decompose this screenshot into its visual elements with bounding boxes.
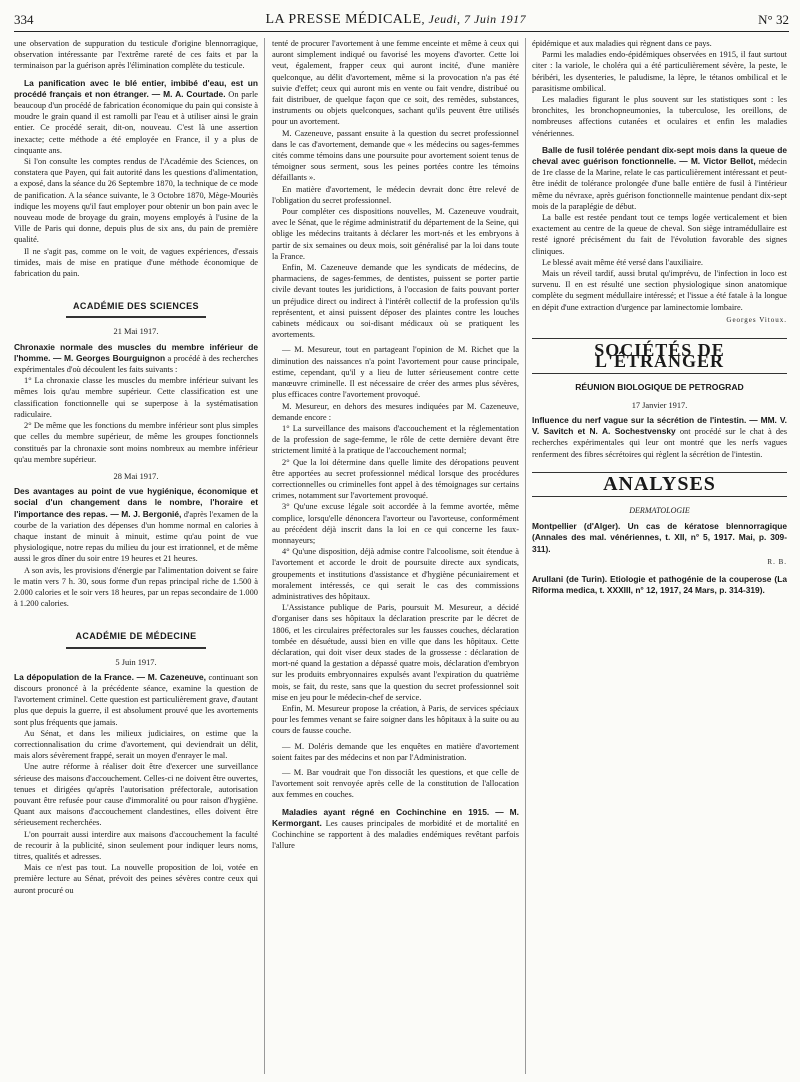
column-1 <box>14 38 258 1074</box>
paragraph: Enfin, M. Cazeneuve demande que les syndicats de médecins, de pharmaciens, de sages-femmes, de dentistes, puissent se porter partie civile devant toutes les juridictions, à l'occasion de faits pouvant porter un préjudice direct ou indirect à l'intérêt collectif de la profession qu'ils représentent, et ainsi puissent déposer des plaintes contre les louches cabinets médicaux ou soi-disant médicaux où se pratiquent les avortements. <box>272 263 519 340</box>
section-heading: ACADÉMIE DES SCIENCES <box>73 301 199 312</box>
paragraph: La balle est restée pendant tout ce temps logée verticalement et bien exactement au centre de la queue de cheval. Son siège intramédullaire est resté ignoré précisément du fait de l'évolution favorable des signes cliniques. <box>532 213 787 256</box>
author-signature: Georges Vitoux. <box>726 315 787 324</box>
paragraph: Mais ce n'est pas tout. La nouvelle proposition de loi, votée en première lecture au Sénat, prévoit des peines sévères contre ceux qui auront procuré ou <box>14 863 258 895</box>
paragraph: En matière d'avortement, le médecin devrait donc être relevé de l'obligation du secret professionnel. <box>272 184 519 205</box>
paragraph: — M. Doléris demande que les enquêtes en matière d'avortement soient faites par des médecins et non par l'Administration. <box>272 741 519 762</box>
article-title: Des avantages au point de vue hygiénique, économique et social d'un changement dans le nombre, l'horaire et l'importance des repas. — M. J. Bergonié, <box>14 486 258 519</box>
article-title: Chronaxie normale des muscles du membre inférieur de l'homme. — M. Georges Bourguignon <box>14 341 258 363</box>
paragraph: Parmi les maladies endo-épidémiques observées en 1915, il faut surtout citer : la variole, le choléra qui a été particulièrement sévère, la peste, le béribéri, les dysenteries, le paludisme, la lèpre, le tétanos ombilical et le parasitisme ombilical. <box>532 50 787 93</box>
section-heading: ACADÉMIE DE MÉDECINE <box>75 631 197 642</box>
article-title: Balle de fusil tolérée pendant dix-sept mois dans la queue de cheval avec guérison fonctionnelle. — M. Victor Bellot, <box>532 144 787 167</box>
page-number: 334 <box>14 12 34 27</box>
paragraph: Si l'on consulte les comptes rendus de l'Académie des Sciences, on constatera que Payen, qui fait autorité dans les questions d'alimentation, a exposé, dans la séance du 26 Septembre 1870, la technique de ce mode de panification. A la séance suivante, le 3 Octobre 1870, Mège-Mouriès indique les moyens qu'il faut employer pour obtenir un bon pain avec le nouveau mode de broyage du grain, moyens employés à l'usine de la Ville de Paris qui donne, depuis plus de six ans, du pain de première qualité. <box>14 157 258 245</box>
article <box>14 78 258 156</box>
session-date: 28 Mai 1917. <box>113 471 159 481</box>
session-date: 5 Juin 1917. <box>115 657 157 667</box>
issue-number: N° 32 <box>758 12 789 27</box>
paragraph: 2° Que la loi détermine dans quelle limite des déropations peuvent être apportées au secret professionnel médical lorsque des procédures correctionnelles ou criminelles font appel à des témoignages sur certains crimes, notamment sur l'avortement provoqué. <box>272 457 519 501</box>
column-3 <box>532 38 787 1074</box>
paragraph: une observation de suppuration du testicule d'origine blennorragique, observation intéressante par l'extrême rareté de ces faits et par la terminaison par la guérison après l'élimination complète du testicule. <box>14 39 258 71</box>
article-title: Maladies ayant régné en Cochinchine en 1915. — M. Kermorgant. <box>272 806 519 828</box>
paragraph: M. Mesureur, en dehors des mesures indiquées par M. Cazeneuve, demande encore : <box>272 401 519 422</box>
subsection-heading: DERMATOLOGIE <box>629 505 690 515</box>
journal-title: LA PRESSE MÉDICALE, Jeudi, 7 Juin 1917 <box>265 12 527 27</box>
session-date: 17 Janvier 1917. <box>631 400 688 410</box>
article: Influence du nerf vague sur la sécrétion de l'intestin. — MM. V. V. Savitch et N. A. Sochestvensky ont procédé sur le chat à des recherches expérimentales qui leur ont montré que les nerfs vagues renferment des fibres sécrétoires qui règlent la sécrétion de l'intestin. <box>532 414 787 459</box>
section-rule <box>66 647 206 649</box>
article <box>532 574 787 596</box>
author-signature: R. B. <box>767 557 787 566</box>
paragraph: Mais un réveil tardif, aussi brutal qu'imprévu, de l'infection in loco est survenu. Il en est résulté une section physiologique sinon anatomique complète du segment médullaire intéressé; et l'issue a été fatale à la longue en dépit d'une extraction d'urgence par laminectomie lombaire. <box>532 269 787 312</box>
paragraph: 3° Qu'une excuse légale soit accordée à la femme avortée, même complice, lorsqu'elle dénoncera l'avorteur ou l'avorteuse, conformément au précédent déjà inscrit dans la loi en ce qui concerne les faux-monnayeurs; <box>272 502 519 545</box>
paragraph: Enfin, M. Mesureur propose la création, à Paris, de services spéciaux pour les femmes venant se faire soigner dans les hôpitaux à la suite ou au cours de fausse couche. <box>272 703 519 736</box>
article: Maladies ayant régné en Cochinchine en 1915. — M. Kermorgant. Les causes principales de morbidité et de mortalité en Cochinchine se rapportent à des maladies endémiques revêtant parfois l'allure <box>272 806 519 851</box>
article <box>532 521 787 555</box>
section-rule <box>66 316 206 318</box>
paragraph: — M. Mesureur, tout en partageant l'opinion de M. Richet que la diminution des naissances n'a point l'avortement pour cause principale, estime, cependant, qu'il y a lieu de lutter sérieusement contre cette manœuvre criminelle. Il est nécessaire de créer des armes plus sévères, plus efficaces contre l'avortement provoqué. <box>272 345 519 400</box>
paragraph: Le blessé avait même été versé dans l'auxiliaire. <box>542 257 704 267</box>
section-banner: ANALYSES <box>532 472 787 497</box>
paragraph: A son avis, les provisions d'énergie par l'alimentation doivent se faire le matin vers 7 h. 30, sous forme d'un repas principal riche de 1.500 à 2.000 calories et le soir vers 18 heures, par un repas secondaire de 1.000 à 1.200 calories. <box>14 565 258 609</box>
paragraph: Les maladies figurant le plus souvent sur les statistiques sont : les bronchites, les bronchopneumonies, la tuberculose, les oreillons, de nombreuses affections cutanées et oculaires et enfin les maladies vénériennes. <box>532 95 787 138</box>
paragraph: 2° De même que les fonctions du membre inférieur sont plus simples que celles du membre supérieur, de même les groupes fonctionnels constitués par la chronaxie sont moins nombreux au membre inférieur qu'au membre supérieur. <box>14 421 258 464</box>
subsection-heading: RÉUNION BIOLOGIQUE DE PETROGRAD <box>575 382 744 393</box>
article-title: Montpellier (d'Alger). Un cas de kératose blennorragique (Annales des mal. vénériennes, t. XII, n° 5, 1917. Mai, p. 309-311). <box>532 521 787 554</box>
paragraph: M. Cazeneuve, passant ensuite à la question du secret professionnel dans le cas d'avortement, demande que « les médecins ou sages-femmes cités comme témoins dans une poursuite pour avortement soient tenus de témoigner sous serment, sous les peines portées contre les témoins défaillants ». <box>272 128 519 183</box>
paragraph: Une autre réforme à réaliser doit être d'exercer une surveillance sérieuse des maisons d'accouchement. Celles-ci ne doivent être ouvertes, tenues et dirigées qu'après l'autorisation préfectorale, autorisation pouvant être refusée pour cause d'immoralité ou pour raison d'hygiène. Quant aux maisons d'accouchement clandestines, elles doivent être sérieusement recherchées. <box>14 762 258 828</box>
paragraph: 1° La surveillance des maisons d'accouchement et la réglementation de la profession de sage-femme, le rôle de cette dernière devant être strictement limité à la pratique de l'accouchement normal; <box>272 423 519 456</box>
column-rule <box>525 38 526 1074</box>
paragraph: L'on pourrait aussi interdire aux maisons d'accouchement la faculté de recourir à la publicité, sinon seulement pour indiquer leurs noms, titres, qualités et adresses. <box>14 829 258 861</box>
article-title: La dépopulation de la France. — M. Cazeneuve, <box>14 671 206 682</box>
paragraph: 4° Qu'une disposition, déjà admise contre l'alcoolisme, soit étendue à l'avortement et accorde le droit de poursuite directe aux syndicats, groupements et institutions d'assistance et d'hygiène pécuniairement et moralement intéressés, ce qui serait le cas des commissions administratives des hôpitaux. <box>272 547 519 601</box>
article: Chronaxie normale des muscles du membre inférieur de l'homme. — M. Georges Bourguignon a procédé à des recherches expérimentales d'où découlent les faits suivants : <box>14 341 258 375</box>
paragraph: — M. Bar voudrait que l'on dissociât les questions, et que celle de l'avortement soit renvoyée après celle de la constitution de l'allocation aux femmes en couches. <box>272 768 519 800</box>
section-banner: SOCIÉTÉS DE L'ÉTRANGER <box>532 338 787 374</box>
article: La dépopulation de la France. — M. Cazeneuve, continuant son discours prononcé à la précédente séance, examine la question de l'avortement criminel. Cette question est particulièrement grave, d'autant plus que depuis la guerre, il est absolument prouvé que les avortements sont plus fréquents que jamais. <box>14 671 258 727</box>
paragraph: L'Assistance publique de Paris, poursuit M. Mesureur, a décidé d'organiser dans ses hôpitaux la déclaration prescrite par le décret de 1806, et les circulaires préfectorales sur les fausses couches, déclaration tombée en désuétude, aussi bien en ville que dans les hôpitaux. Cette déclaration, qui doit viser deux stades de la grossesse : déclaration de mort-né quand la gestation a dépassé quatre mois, déclaration d'embryon sur les produits embryonnaires expulsés avant l'expiration du quatrième mois, se fait, du reste, sans que la question du secret professionnel soit mise en jeu pour le médecin-chef de service. <box>272 603 519 702</box>
article-title: La panification avec le blé entier, imbibé d'eau, est un procédé français et non étranger. — M. A. Courtade. <box>14 77 258 99</box>
paragraph: épidémique et aux maladies qui règnent dans ce pays. <box>532 39 712 48</box>
page-header <box>14 12 789 32</box>
session-date: 21 Mai 1917. <box>113 327 159 337</box>
article: Balle de fusil tolérée pendant dix-sept mois dans la queue de cheval avec guérison fonctionnelle. — M. Victor Bellot, médecin de 1re classe de la Marine, relate le cas particulièrement intéressant et peut-être inédit de tolérance prolongée d'une balle entière de fusil à l'intérieur même du névraxe, après guérison fonctionnelle maintenue pendant dix-sept mois de la paraplégie de début. <box>532 144 787 211</box>
paragraph: 1° La chronaxie classe les muscles du membre inférieur suivant les mêmes lois qu'au membre supérieur. Cette classification est une classification fonctionnelle qui se superpose à la systématisation radiculaire. <box>14 376 258 419</box>
paragraph: Au Sénat, et dans les milieux judiciaires, on estime que la correctionnalisation du crime d'avortement, qui deviendrait un délit, mais alors sévèrement frappé, serait un moyen d'enrayer le mal. <box>14 728 258 761</box>
column-2 <box>272 38 519 1074</box>
paragraph: Il ne s'agit pas, comme on le voit, de vagues expériences, d'essais timides, mais de mise en pratique d'une méthode économique de fabrication du pain. <box>14 246 258 279</box>
paragraph: tenté de procurer l'avortement à une femme enceinte et même à ceux qui auront simplement indiqué ou favorisé les moyens d'avorter. Cette loi veut, également, frapper ceux qui auront incité, d'une manière quelconque, au délit d'avortement, même si la provocation n'a pas été suivie d'effet; ceux qui auront mis en vente ou fait vendre, distribué ou fait distribuer, de quelque façon que ce soit, des remèdes, substances, instruments ou objets quelconques, sachant qu'ils peuvent être utilisés pour un avortement. <box>272 39 519 127</box>
article: Des avantages au point de vue hygiénique, économique et social d'un changement dans le nombre, l'horaire et l'importance des repas. — M. J. Bergonié, d'après l'examen de la courbe de la variation des dépenses d'un homme normal en calories à chaque instant de minuit à minuit, estime qu'au point de vue physiologique, notre repas du milieu du jour est irrationnel, et de même aussi le gros dîner du soir entre 19 heures et 21 heures. <box>14 486 258 564</box>
paragraph: On parle beaucoup d'un procédé de fabrication économique du pain qui consiste à moudre le grain quand il est ramolli par l'eau et à utiliser ainsi le grain entier. Ce procédé serait, dit-on, nouveau. C'est là une assertion inexacte; cette méthode a été employée en France, il y a plus de cinquante ans. <box>14 89 258 155</box>
article-title: Influence du nerf vague sur la sécrétion de l'intestin. — MM. V. V. Savitch et N. A. Sochestvensky <box>532 414 787 437</box>
paragraph: Pour compléter ces dispositions nouvelles, M. Cazeneuve voudrait, avec le Sénat, que le régime administratif du département de la Seine, qui oblige les médecins traitants à déclarer les mort-nés et les embryons à partir de six semaines ou deux mois, soit généralisé par la loi dans toute la France. <box>272 207 519 261</box>
column-rule <box>264 38 265 1074</box>
article-title: Arullani (de Turin). Etiologie et pathogénie de la couperose (La Riforma medica, t. XXXIII, n° 12, 1917, 24 Mars, p. 314-319). <box>532 573 787 596</box>
